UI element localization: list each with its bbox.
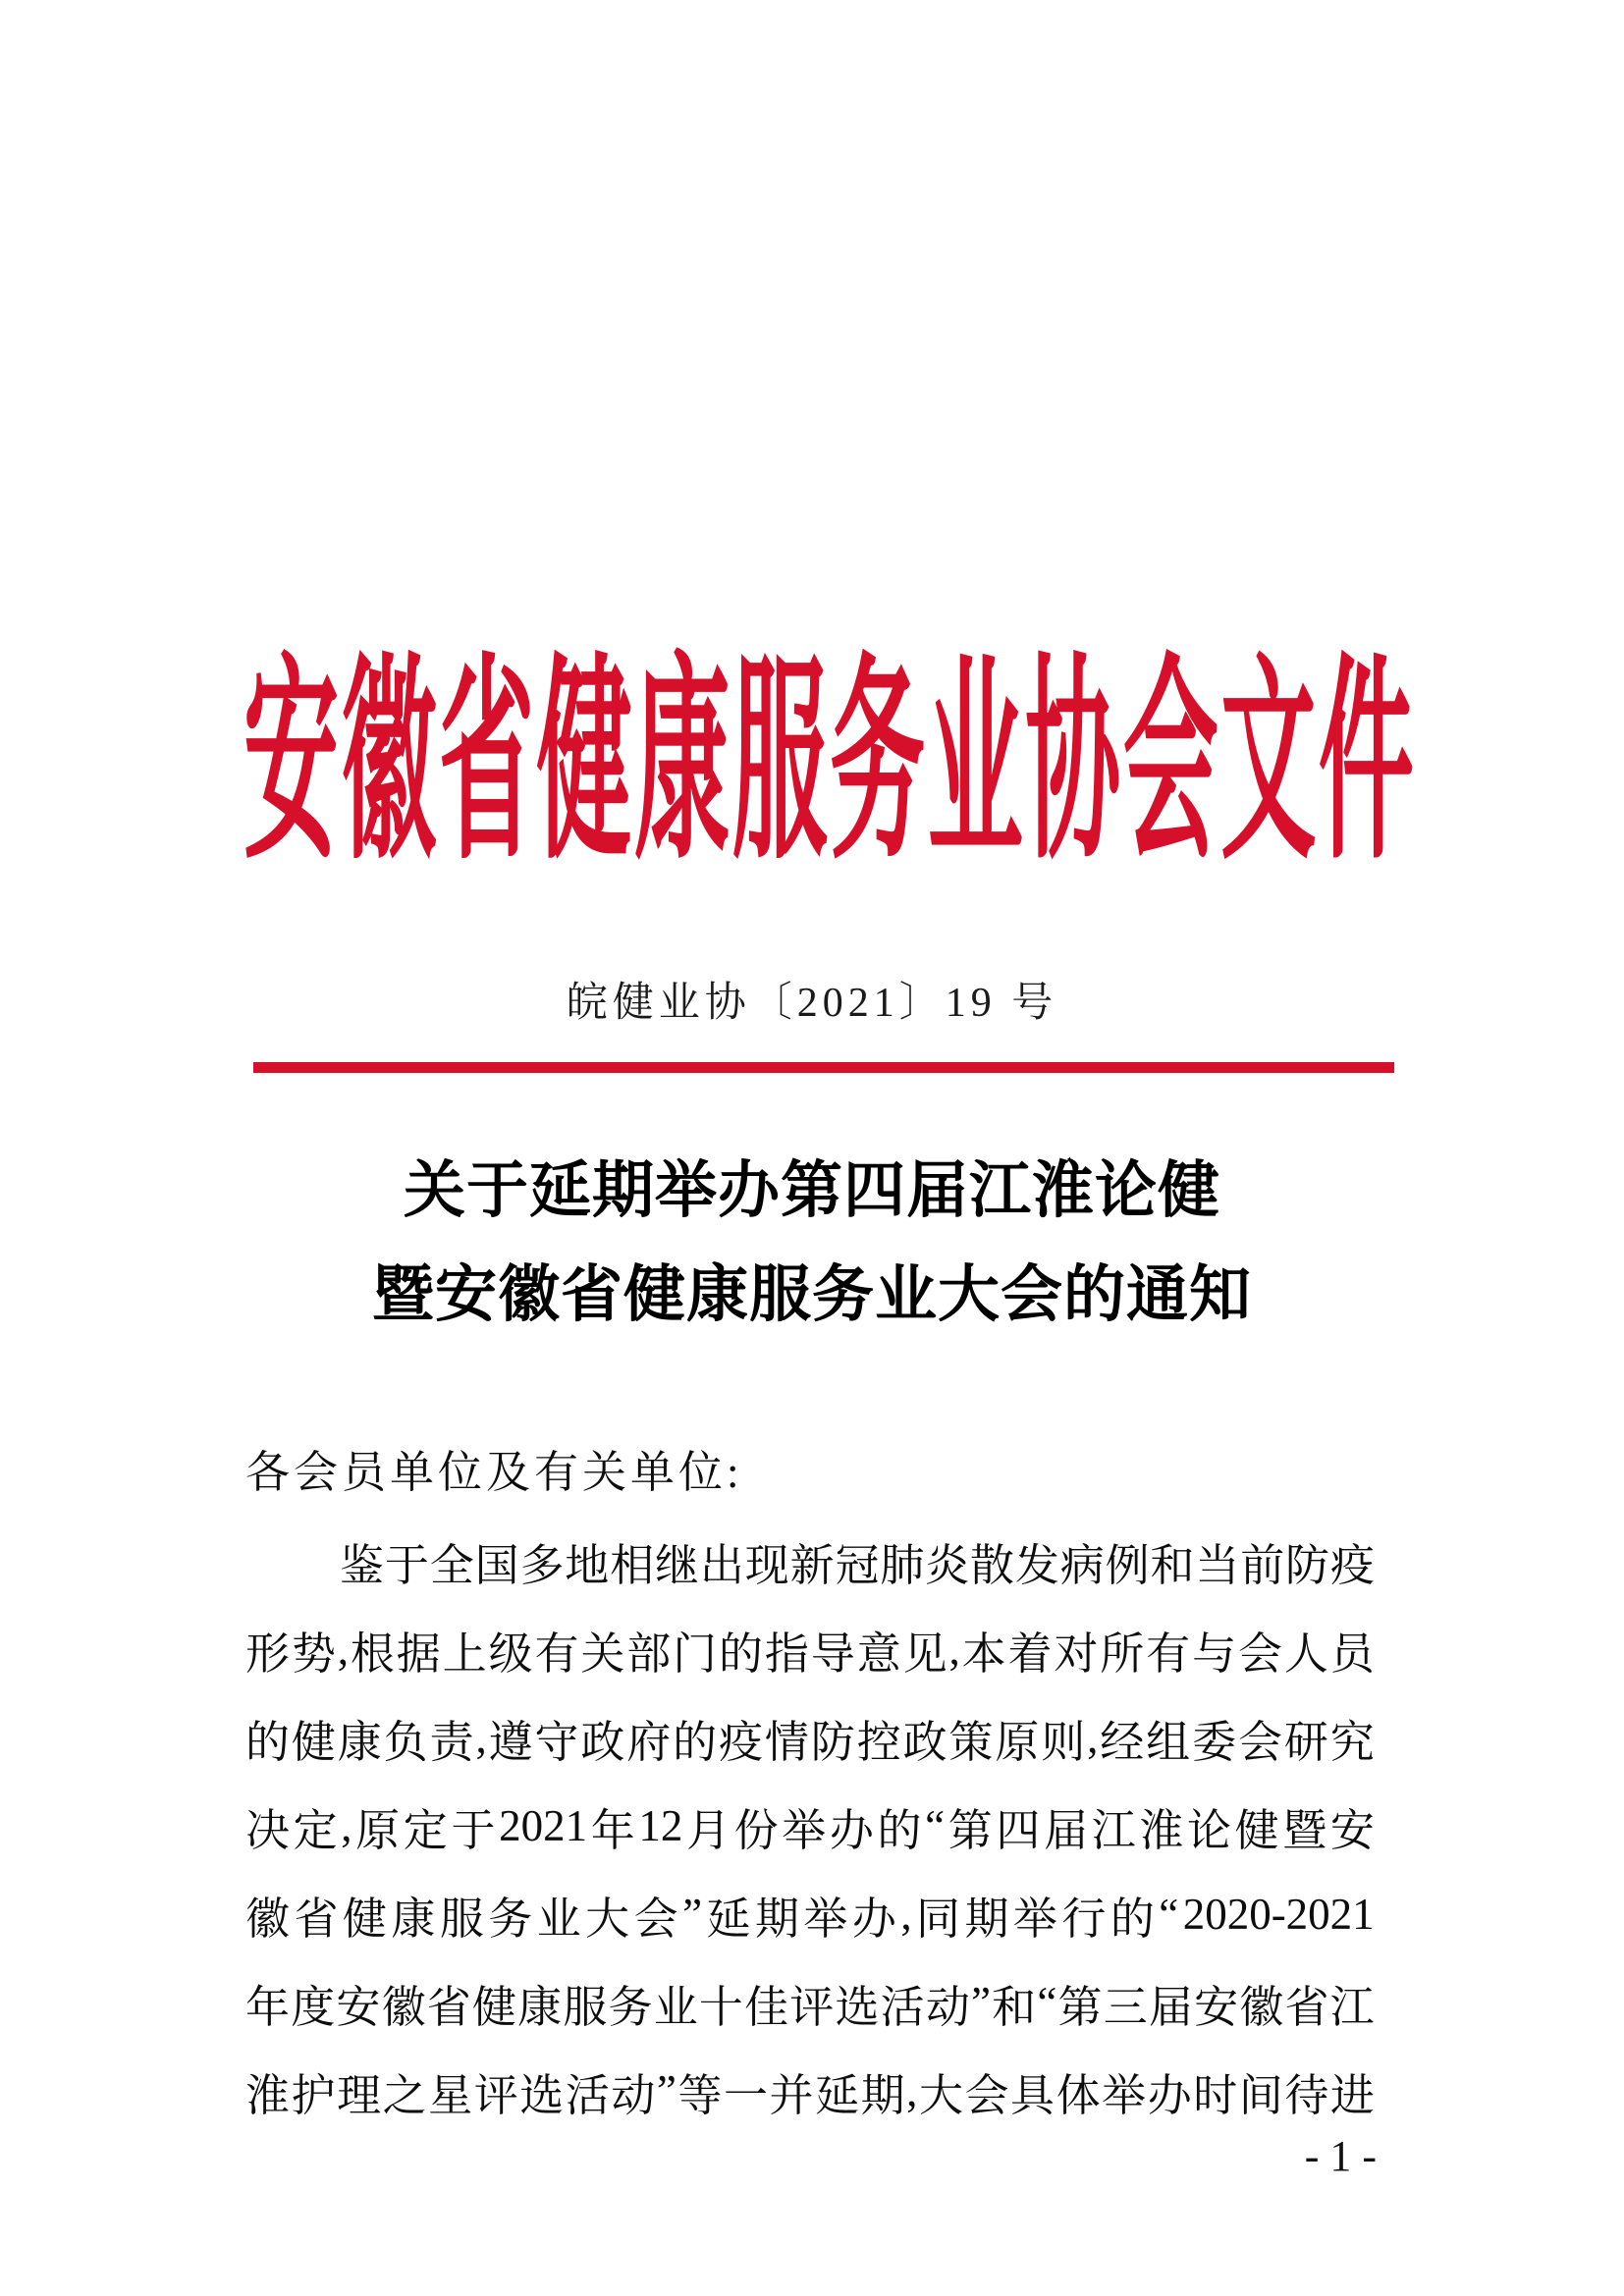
salutation-line: 各会员单位及有关单位: [245,1448,743,1497]
document-title-line-1: 关于延期举办第四届江淮论健 [404,1156,1220,1225]
body-text [245,1428,1375,2135]
body-line: 徽 省 健 康 服 务 业 大 会 ” 延 期 举 办 , 同 期 举 行 的 “ 2020-2021 [245,1890,1375,1944]
document-title-line-2: 暨安徽省健康服务业大会的通知 [372,1260,1252,1329]
body-line: 鉴 于 全 国 多 地 相 继 出 现 新 冠 肺 炎 散 发 病 例 和 当 前 防 疫 [340,1540,1375,1590]
body-line: 决 定 , 原 定 于 2021 年 12 月 份 举 办 的 “ 第 四 届 江 淮 论 健 暨 安 [245,1801,1375,1855]
page-number: - 1 - [1304,2132,1377,2180]
document-number: 皖健业协〔2021〕19 号 [566,981,1058,1026]
red-header-banner-title: 安 徽 省 健 康 服 务 业 协 会 文 件 [244,643,1414,885]
body-line: 淮 护 理 之 星 评 选 活 动 ” 等 一 并 延 期 , 大 会 具 体 举 办 时 间 待 进 [245,2066,1375,2120]
body-line: 年 度 安 徽 省 健 康 服 务 业 十 佳 评 选 活 动 ” 和 “ 第 三 届 安 徽 省 江 [245,1978,1375,2032]
body-line: 的 健 康 负 责 , 遵 守 政 府 的 疫 情 防 控 政 策 原 则 , 经 组 委 会 研 究 [245,1713,1375,1767]
body-line: 形 势 , 根 据 上 级 有 关 部 门 的 指 导 意 见 , 本 着 对 所 有 与 会 人 员 [245,1625,1375,1679]
document-title [0,1139,1624,1347]
red-divider-rule [253,1062,1394,1073]
